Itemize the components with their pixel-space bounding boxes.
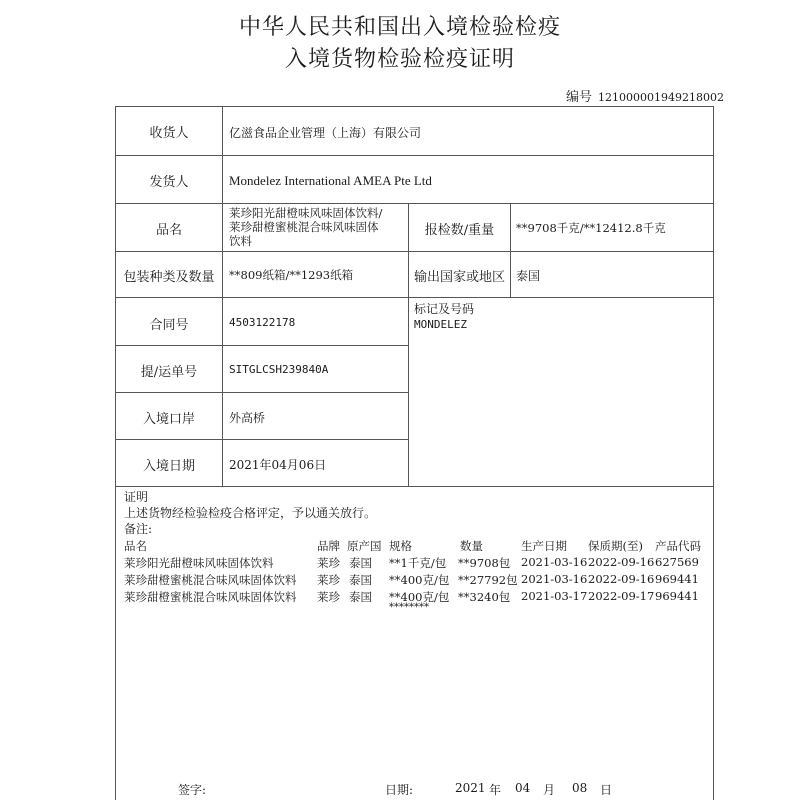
signature-year: 2021: [455, 781, 486, 795]
origin-value: 泰国: [516, 269, 541, 283]
goods-row-name: 莱珍甜橙蜜桃混合味风味固体饮料: [124, 573, 297, 587]
quantity-label: 报检数/重量: [424, 223, 495, 238]
goods-end-marker: ********: [389, 602, 429, 613]
quantity-value: **9708千克/**12412.8千克: [516, 221, 666, 235]
goods-row-production-date: 2021-03-16: [521, 572, 588, 586]
grid-line: [115, 251, 714, 252]
signature-month-unit: 月: [543, 783, 556, 797]
goods-row-spec: **400克/包: [389, 573, 450, 587]
goods-row-expiry: 2022-09-17: [588, 589, 655, 603]
goods-header-code: 产品代码: [655, 539, 701, 553]
product-value-line: 莱珍阳光甜橙味风味固体饮料/: [229, 206, 383, 220]
grid-line: [510, 203, 511, 297]
grid-line: [115, 486, 714, 487]
certificate-number: [566, 86, 724, 105]
signature-year-unit: 年: [489, 783, 502, 797]
bill-of-lading-value: SITGLCSH239840A: [229, 363, 329, 376]
goods-row-code: 969441: [655, 589, 699, 603]
consignor-value: Mondelez International AMEA Pte Ltd: [229, 173, 432, 188]
remark-label: 备注:: [124, 522, 153, 536]
goods-row-production-date: 2021-03-16: [521, 555, 588, 569]
goods-row-quantity: **27792包: [458, 573, 518, 587]
grid-line: [115, 155, 714, 156]
goods-row-expiry: 2022-09-16: [588, 555, 655, 569]
consignor-label: 发货人: [149, 175, 189, 190]
goods-header-production-date: 生产日期: [521, 539, 567, 553]
goods-row-brand: 莱珍: [317, 590, 340, 604]
document-title: 中华人民共和国出入境检验检疫: [238, 15, 561, 40]
goods-row-expiry: 2022-09-16: [588, 572, 655, 586]
product-label: 品名: [155, 223, 182, 238]
product-value-line: 莱珍甜橙蜜桃混合味风味固体: [229, 220, 379, 234]
grid-line: [115, 106, 116, 800]
proof-statement: 上述货物经检验检疫合格评定，予以通关放行。: [124, 506, 377, 520]
product-value-line: 饮料: [229, 234, 252, 248]
goods-header-name: 品名: [124, 539, 147, 553]
goods-row-code: 969441: [655, 572, 699, 586]
contract-label: 合同号: [149, 318, 189, 333]
goods-row-origin: 泰国: [349, 590, 372, 604]
signature-day: 08: [572, 781, 588, 795]
marks-value: MONDELEZ: [414, 318, 467, 331]
grid-line: [115, 106, 714, 107]
goods-header-quantity: 数量: [460, 539, 483, 553]
goods-row-brand: 莱珍: [317, 556, 340, 570]
goods-row-origin: 泰国: [349, 573, 372, 587]
grid-line: [115, 345, 408, 346]
grid-line: [115, 392, 408, 393]
marks-label: 标记及号码: [414, 302, 475, 316]
document-subtitle: 入境货物检验检疫证明: [284, 47, 515, 72]
certificate-number-value: 121000001949218002: [598, 91, 724, 104]
goods-header-spec: 规格: [389, 539, 412, 553]
grid-line: [222, 106, 223, 486]
bill-of-lading-label: 提/运单号: [140, 365, 198, 380]
consignee-value: 亿滋食品企业管理（上海）有限公司: [229, 126, 422, 140]
goods-row-code: 627569: [655, 555, 699, 569]
grid-line: [115, 203, 714, 204]
grid-line: [713, 106, 714, 800]
consignee-label: 收货人: [149, 126, 189, 141]
product-value: [229, 206, 382, 248]
grid-line: [115, 297, 714, 298]
signature-label: 签字:: [178, 783, 207, 797]
goods-row-quantity: **9708包: [458, 556, 511, 570]
goods-row-spec: **1千克/包: [389, 556, 447, 570]
signature-date-label: 日期:: [385, 783, 414, 797]
proof-heading: 证明: [124, 490, 149, 504]
certificate-number-label: 编号: [566, 90, 593, 105]
goods-row-quantity: **3240包: [458, 590, 511, 604]
goods-row-production-date: 2021-03-17: [521, 589, 588, 603]
goods-row-origin: 泰国: [349, 556, 372, 570]
origin-label: 输出国家或地区: [413, 270, 505, 285]
goods-header-origin: 原产国: [347, 539, 382, 553]
grid-line: [115, 439, 408, 440]
entry-port-label: 入境口岸: [142, 412, 195, 427]
signature-day-unit: 日: [600, 783, 613, 797]
goods-row-brand: 莱珍: [317, 573, 340, 587]
goods-header-brand: 品牌: [317, 539, 340, 553]
packing-value: **809纸箱/**1293纸箱: [229, 268, 354, 282]
packing-label: 包装种类及数量: [123, 270, 215, 285]
contract-value: 4503122178: [229, 316, 296, 329]
entry-port-value: 外高桥: [229, 411, 266, 425]
signature-month: 04: [515, 781, 531, 795]
entry-date-value: 2021年04月06日: [229, 458, 327, 472]
goods-header-expiry: 保质期(至): [588, 539, 643, 553]
goods-row-name: 莱珍阳光甜橙味风味固体饮料: [124, 556, 274, 570]
entry-date-label: 入境日期: [142, 459, 195, 474]
goods-row-spec: **400克/包: [389, 590, 450, 604]
goods-row-name: 莱珍甜橙蜜桃混合味风味固体饮料: [124, 590, 297, 604]
grid-line: [408, 203, 409, 486]
